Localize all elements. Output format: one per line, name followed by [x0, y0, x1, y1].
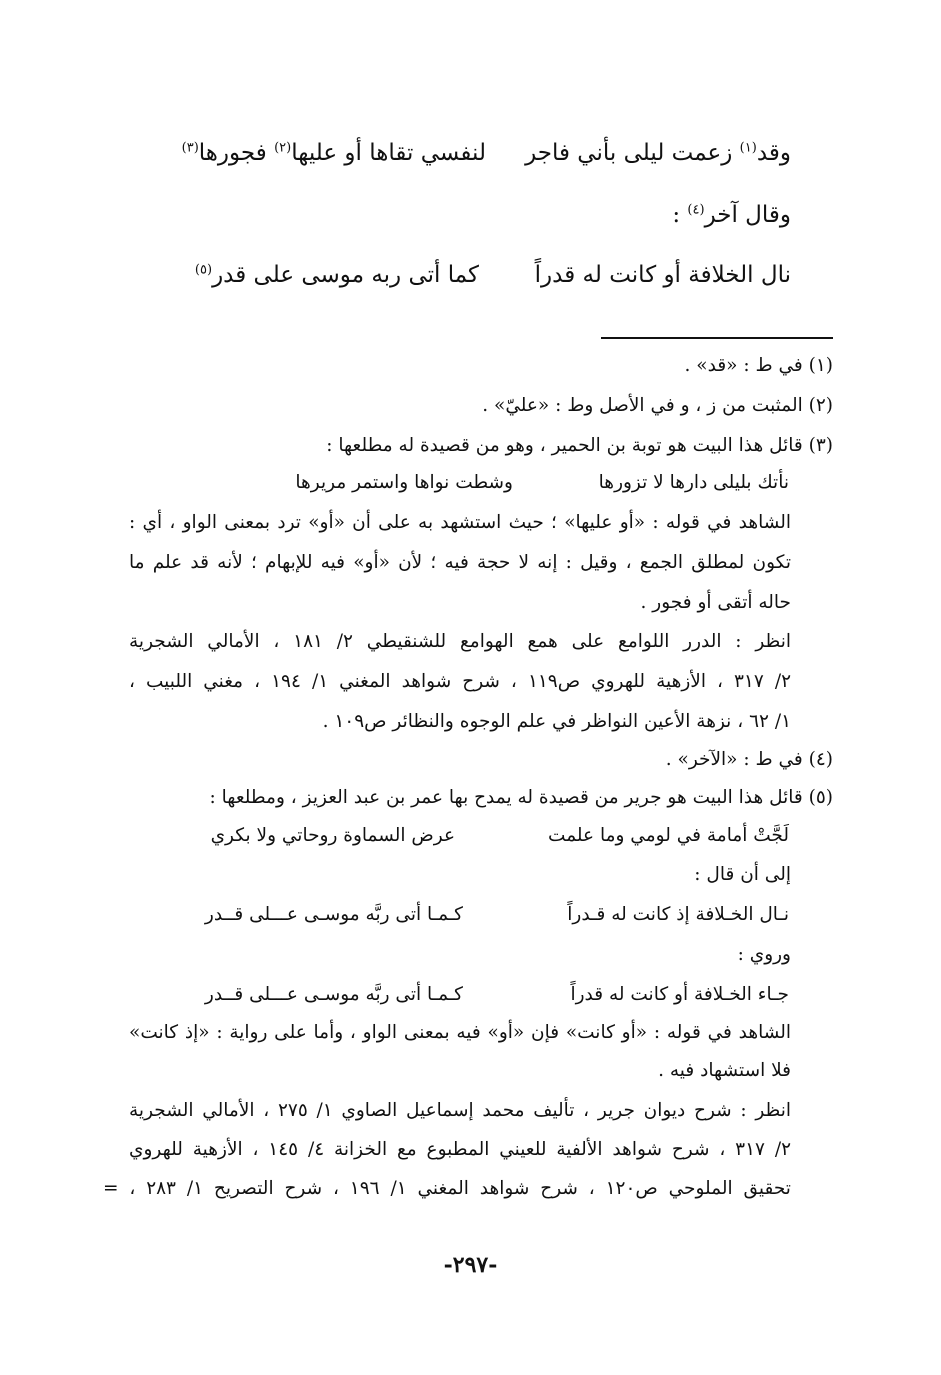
- footnote-marker: (٣): [181, 140, 199, 156]
- verse-text: فجورها: [198, 140, 275, 166]
- footnote-3-verse-left: وشطت نواها واستمر مريرها: [295, 472, 513, 493]
- footnote-3-para2-line3: ١/ ٦٢ ، نزهة الأعين النواظر في علم الوجوه والنظائر ص١٠٩ .: [322, 711, 791, 732]
- footnote-5-verse1-right: لَجَّتْ أمامة في لومي وما علمت: [548, 825, 789, 846]
- verse-text: زعمت ليلى بأني فاجر: [525, 140, 740, 166]
- footnote-5-verse2-right: نـال الخـلافة إذ كانت له قـدراً: [567, 904, 789, 925]
- footnote-5-head: (٥) قائل هذا البيت هو جرير من قصيدة له يمدح بها عمر بن عبد العزيز ، ومطلعها :: [209, 787, 833, 808]
- footnote-5-para2-line2: ٢/ ٣١٧ ، شرح شواهد الألفية للعيني المطبوع مع الخزانة ٤/ ١٤٥ ، الأزهية للهروي: [129, 1139, 791, 1160]
- footnote-5-para1-line1: الشاهد في قوله : «أو كانت» فإن «أو» فيه بمعنى الواو ، وأما على رواية : «إذ كانت»: [129, 1022, 791, 1043]
- footnote-3-para2-line2: ٢/ ٣١٧ ، الأزهية للهروي ص١١٩ ، شرح شواهد المغني ١/ ١٩٤ ، مغني اللبيب ،: [129, 671, 791, 692]
- footnote-3-para2-line1: انظر : الدرر اللوامع على همع الهوامع للشنقيطي ٢/ ١٨١ ، الأمالي الشجرية: [129, 631, 792, 652]
- footnote-5-para2-line1: انظر : شرح ديوان جرير ، تأليف محمد إسماعيل الصاوي ١/ ٢٧٥ ، الأمالي الشجرية: [129, 1100, 792, 1121]
- footnote-5-para2-line3: تحقيق الملوحي ص١٢٠ ، شرح شواهد المغني ١/ ١٩٦ ، شرح التصريح ١/ ٢٨٣ ، =: [103, 1178, 791, 1199]
- footnote-marker: (٤): [687, 202, 705, 218]
- intro-another-poet: [672, 202, 791, 228]
- footnote-3-head: (٣) قائل هذا البيت هو توبة بن الحمير ، وهو من قصيدة له مطلعها :: [326, 435, 833, 456]
- footnote-5-para1-line2: فلا استشهاد فيه .: [658, 1060, 791, 1081]
- footnote-marker: (١): [739, 140, 757, 156]
- intro-text: :: [672, 202, 688, 228]
- verse1-left-hemistich: [182, 140, 486, 166]
- footnote-3-para1-line3: حاله أتقى أو فجور .: [640, 592, 791, 613]
- verse2-right-hemistich: نال الخلافة أو كانت له قدراً: [534, 262, 791, 288]
- intro-text: وقال آخر: [704, 202, 791, 228]
- footnote-3-verse-right: نأتك بليلى دارها لا تزورها: [598, 472, 789, 493]
- verse-text: لنفسي تقاها أو عليها: [291, 140, 486, 166]
- footnote-5-verse3-right: جـاء الخـلافة أو كانت له قدراً: [570, 984, 789, 1005]
- verse-text: كما أتى ربه موسى على قدر: [212, 262, 479, 288]
- footnote-2: (٢) المثبت من ز ، و في الأصل وط : «عليّ» .: [482, 395, 833, 416]
- footnote-3-para1-line2: تكون لمطلق الجمع ، وقيل : إنه لا حجة فيه ؛ لأن «أو» فيه للإبهام ؛ لأنه قد علم ما: [129, 552, 791, 573]
- footnote-5-rowi: وروي :: [737, 944, 791, 965]
- verse1-right-hemistich: [525, 140, 791, 166]
- page-number: -٢٩٧-: [443, 1252, 498, 1278]
- verse2-left-hemistich: [195, 262, 479, 288]
- footnote-4: (٤) في ط : «الآخر» .: [665, 749, 833, 770]
- footnote-marker: (٥): [194, 262, 213, 278]
- footnote-3-para1-line1: الشاهد في قوله : «أو عليها» ؛ حيث استشهد به على أن «أو» ترد بمعنى الواو ، أي :: [129, 512, 791, 533]
- footnote-5-verse2-left: كـمـا أتى ربَّه موسـى عـــلى قــدر: [204, 904, 463, 925]
- footnote-5-verse1-left: عرض السماوة روحاتي ولا بكري: [210, 825, 455, 846]
- footnote-5-verse3-left: كـمـا أتى ربَّه موسـى عـــلى قــدر: [204, 984, 463, 1005]
- footnote-1: (١) في ط : «قد» .: [684, 355, 833, 376]
- footnote-marker: (٢): [274, 140, 292, 156]
- footnote-5-until: إلى أن قال :: [694, 864, 791, 885]
- footnote-separator: [601, 337, 833, 339]
- verse-text: وقد: [756, 140, 791, 166]
